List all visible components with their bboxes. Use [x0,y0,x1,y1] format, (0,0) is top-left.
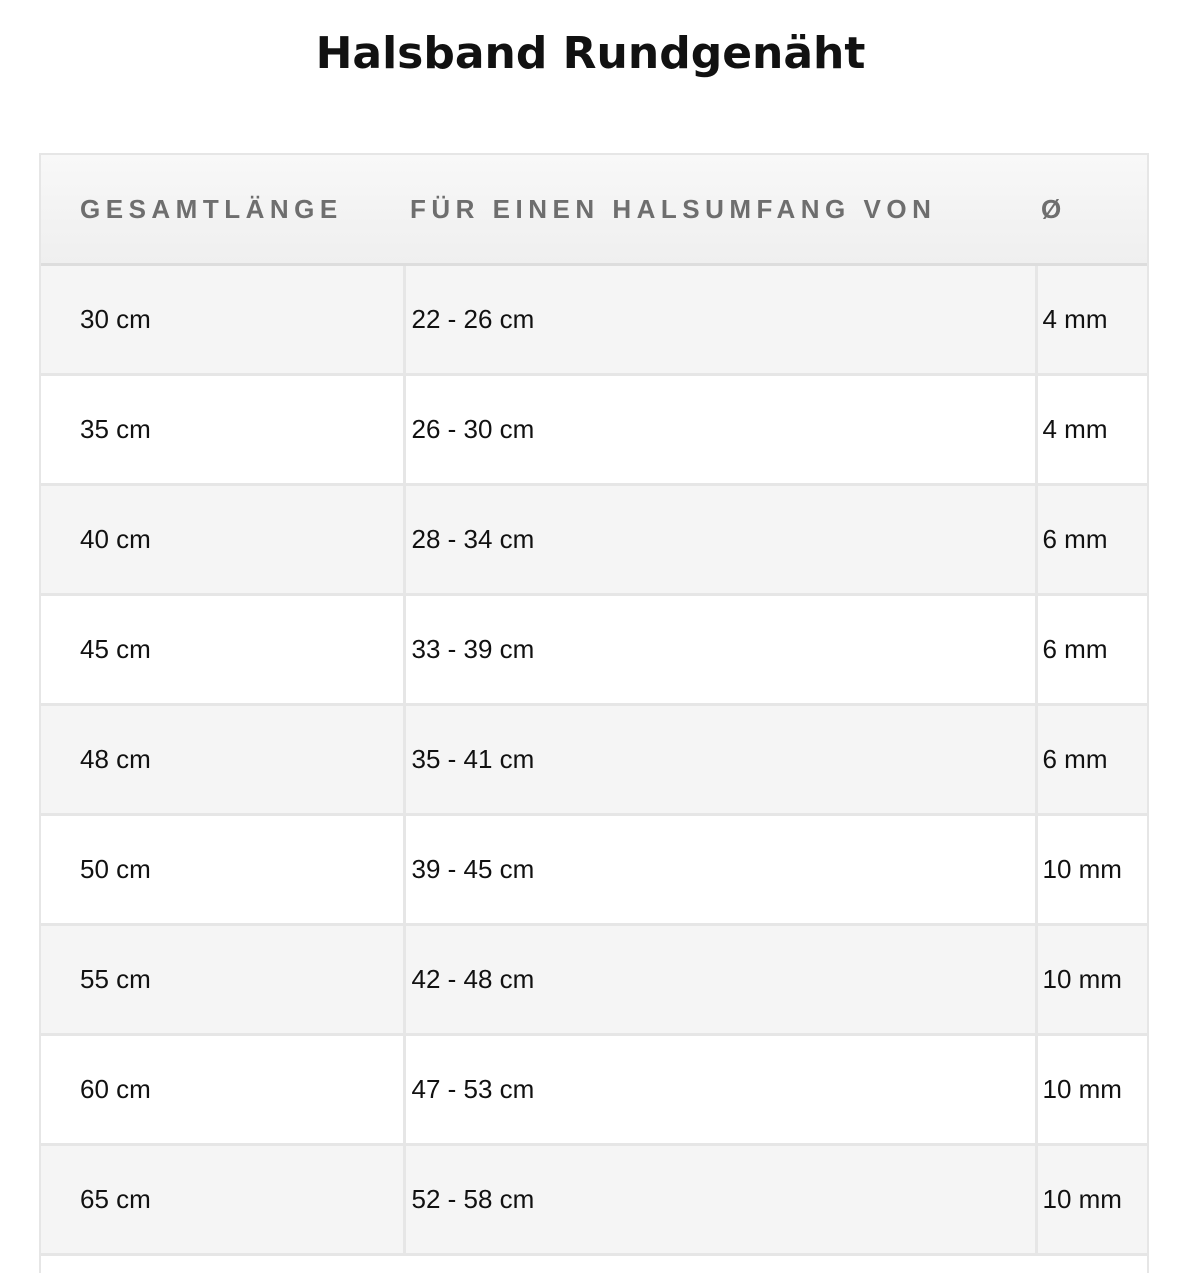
header-total-length: GESAMTLÄNGE [41,155,404,265]
cell-neck-circumference: 28 - 34 cm [404,485,1036,595]
table-row [41,925,1147,1035]
table-header [41,155,1147,265]
size-table-container [39,153,1149,1273]
cell-total-length: 55 cm [41,925,404,1035]
cell-neck-circumference: 47 - 53 cm [404,1035,1036,1145]
cell-neck-circumference: 35 - 41 cm [404,705,1036,815]
table-row [41,265,1147,375]
cell-neck-circumference: 22 - 26 cm [404,265,1036,375]
cell-neck-circumference: 26 - 30 cm [404,375,1036,485]
cell-diameter: 6 mm [1036,595,1147,705]
header-neck-circumference: FÜR EINEN HALSUMFANG VON [404,155,1036,265]
cell-total-length: 65 cm [41,1145,404,1255]
cell-neck-circumference: 33 - 39 cm [404,595,1036,705]
table-row [41,595,1147,705]
cell-total-length: 35 cm [41,375,404,485]
cell-diameter: 6 mm [1036,705,1147,815]
page-title: Halsband Rundgenäht [315,28,866,79]
table-row [41,705,1147,815]
size-table [41,155,1147,1256]
table-row [41,815,1147,925]
table-row [41,485,1147,595]
cell-diameter: 10 mm [1036,1035,1147,1145]
table-row [41,1035,1147,1145]
table-header-row [41,155,1147,265]
cell-total-length: 30 cm [41,265,404,375]
cell-diameter: 10 mm [1036,925,1147,1035]
cell-neck-circumference: 52 - 58 cm [404,1145,1036,1255]
table-row [41,1145,1147,1255]
table-body [41,265,1147,1255]
cell-diameter: 10 mm [1036,815,1147,925]
cell-total-length: 50 cm [41,815,404,925]
cell-total-length: 48 cm [41,705,404,815]
cell-diameter: 4 mm [1036,375,1147,485]
cell-neck-circumference: 42 - 48 cm [404,925,1036,1035]
cell-diameter: 4 mm [1036,265,1147,375]
cell-diameter: 10 mm [1036,1145,1147,1255]
header-diameter: Ø [1036,155,1147,265]
cell-total-length: 40 cm [41,485,404,595]
table-row [41,375,1147,485]
cell-total-length: 60 cm [41,1035,404,1145]
cell-total-length: 45 cm [41,595,404,705]
cell-diameter: 6 mm [1036,485,1147,595]
cell-neck-circumference: 39 - 45 cm [404,815,1036,925]
